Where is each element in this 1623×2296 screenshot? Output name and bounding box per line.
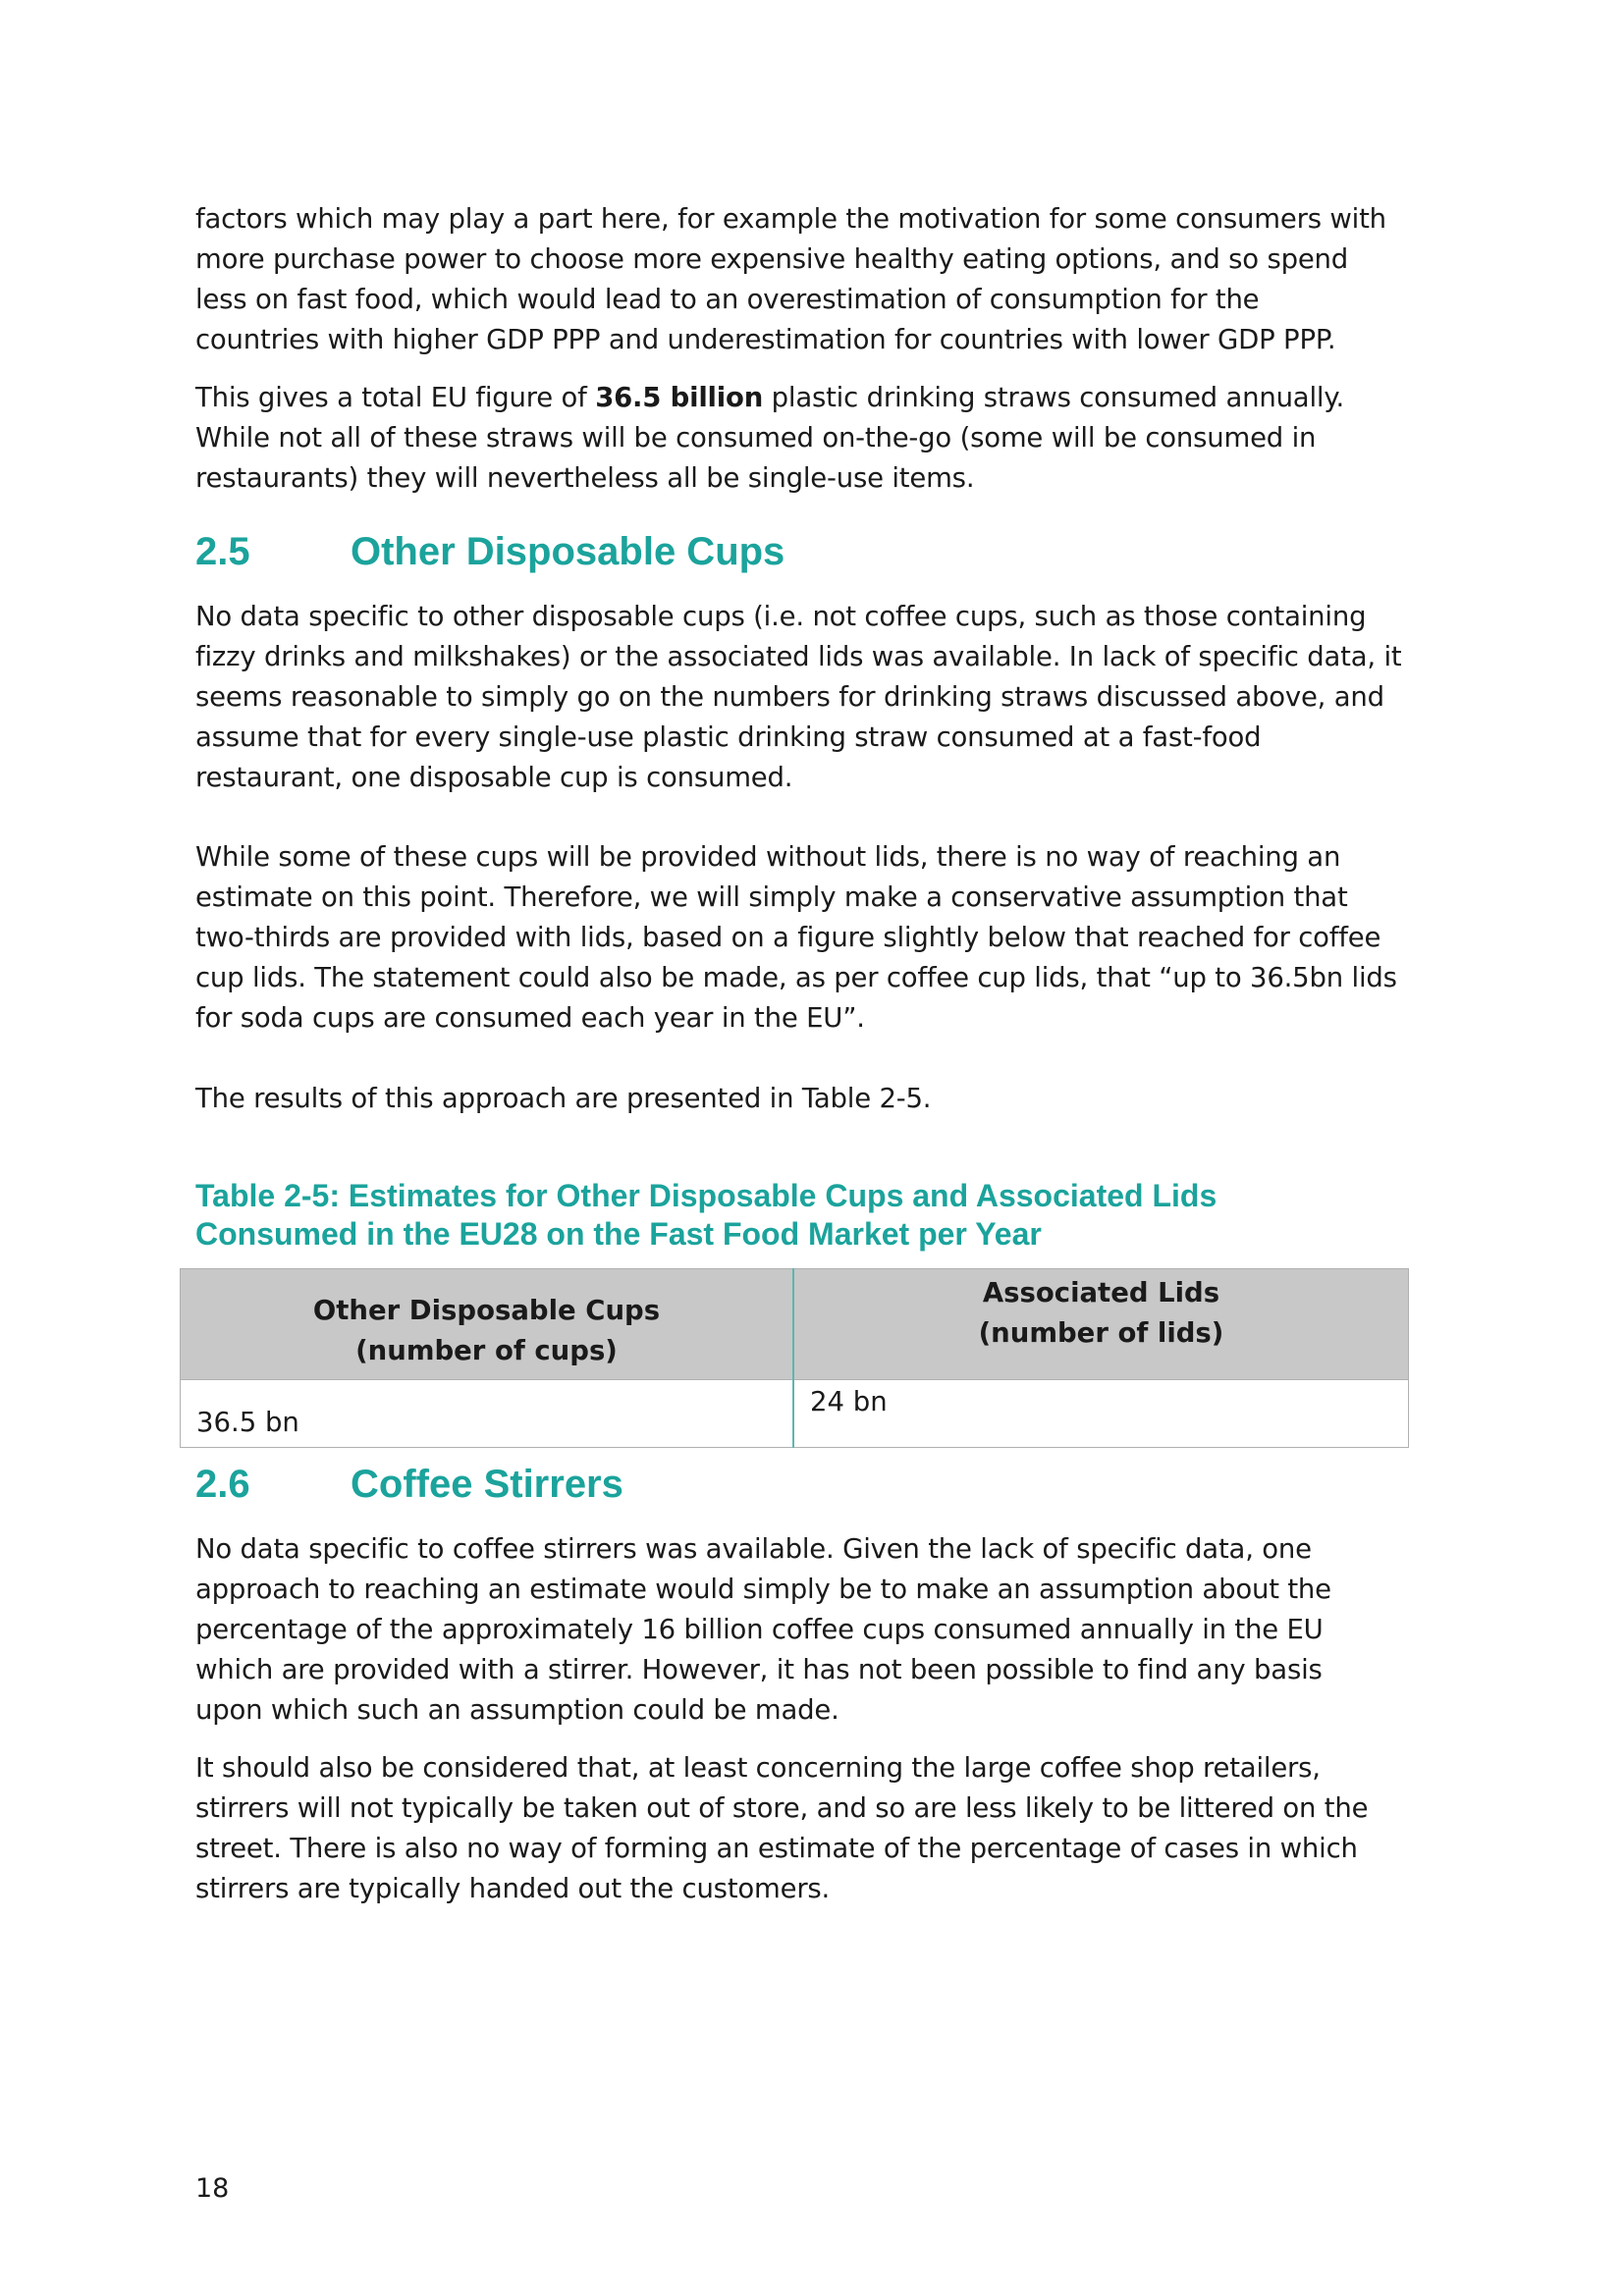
text-line: which are provided with a stirrer. However, it has not been possible to find any basis <box>195 1654 1323 1685</box>
section-heading-2-5 <box>195 528 784 575</box>
section-title: Other Disposable Cups <box>351 530 785 573</box>
text-line: two-thirds are provided with lids, based on a figure slightly below that reached for coffee <box>195 922 1381 953</box>
section-2-6-paragraph-1 <box>195 1529 1403 1731</box>
text-line: more purchase power to choose more expensive healthy eating options, and so spend <box>195 243 1349 275</box>
page-number: 18 <box>195 2173 230 2204</box>
text-line: percentage of the approximately 16 billion coffee cups consumed annually in the EU <box>195 1614 1324 1645</box>
total-figure-value: 36.5 billion <box>595 382 764 413</box>
text-line: While not all of these straws will be consumed on-the-go (some will be consumed in <box>195 422 1317 454</box>
table-row <box>181 1380 1409 1448</box>
table-cell-cups: 36.5 bn <box>181 1380 794 1448</box>
text-line: restaurant, one disposable cup is consumed. <box>195 762 793 793</box>
text-line: restaurants) they will nevertheless all be single-use items. <box>195 462 975 494</box>
table-cell-lids: 24 bn <box>793 1380 1409 1448</box>
intro-paragraph <box>195 199 1403 360</box>
total-figure-paragraph <box>195 378 1403 499</box>
text-line: assume that for every single-use plastic drinking straw consumed at a fast-food <box>195 721 1262 753</box>
header-line: (number of lids) <box>978 1317 1224 1349</box>
column-header-lids <box>793 1269 1409 1380</box>
table-caption <box>195 1177 1374 1254</box>
caption-line: Table 2-5: Estimates for Other Disposable Cups and Associated Lids <box>195 1178 1217 1213</box>
text-line: for soda cups are consumed each year in the EU”. <box>195 1002 865 1034</box>
section-2-5-paragraph-1 <box>195 597 1403 798</box>
table-header-row <box>181 1269 1409 1380</box>
header-line: Associated Lids <box>982 1277 1220 1308</box>
estimates-table <box>180 1268 1409 1448</box>
text-line: No data specific to coffee stirrers was available. Given the lack of specific data, one <box>195 1533 1312 1565</box>
text-line: stirrers will not typically be taken out of store, and so are less likely to be littered on the <box>195 1792 1369 1824</box>
column-header-cups <box>181 1269 794 1380</box>
section-number: 2.5 <box>195 530 250 573</box>
text-fragment: This gives a total EU figure of <box>195 382 596 413</box>
section-title: Coffee Stirrers <box>351 1463 623 1506</box>
text-line: No data specific to other disposable cups (i.e. not coffee cups, such as those containing <box>195 601 1367 632</box>
text-line: stirrers are typically handed out the customers. <box>195 1873 831 1904</box>
text-line: fizzy drinks and milkshakes) or the associated lids was available. In lack of specific data, it <box>195 641 1402 672</box>
header-line: Other Disposable Cups <box>312 1295 661 1326</box>
text-line: seems reasonable to simply go on the numbers for drinking straws discussed above, and <box>195 681 1384 713</box>
text-line: street. There is also no way of forming an estimate of the percentage of cases in which <box>195 1833 1358 1864</box>
section-2-6-paragraph-2 <box>195 1748 1403 1909</box>
text-line: upon which such an assumption could be made. <box>195 1694 839 1726</box>
text-line: estimate on this point. Therefore, we will simply make a conservative assumption that <box>195 881 1348 913</box>
section-2-5-paragraph-2 <box>195 837 1403 1039</box>
section-2-5-paragraph-3: The results of this approach are presented in Table 2-5. <box>195 1083 932 1114</box>
text-line: factors which may play a part here, for example the motivation for some consumers with <box>195 203 1386 235</box>
text-line: It should also be considered that, at least concerning the large coffee shop retailers, <box>195 1752 1321 1784</box>
text-line: less on fast food, which would lead to an overestimation of consumption for the <box>195 284 1260 315</box>
section-heading-2-6 <box>195 1461 623 1508</box>
text-line: cup lids. The statement could also be made, as per coffee cup lids, that “up to 36.5bn lids <box>195 962 1397 993</box>
section-number: 2.6 <box>195 1463 250 1506</box>
text-line: countries with higher GDP PPP and underestimation for countries with lower GDP PPP. <box>195 324 1336 355</box>
text-line: approach to reaching an estimate would simply be to make an assumption about the <box>195 1574 1331 1605</box>
header-line: (number of cups) <box>355 1335 618 1366</box>
text-line: While some of these cups will be provided without lids, there is no way of reaching an <box>195 841 1341 873</box>
text-fragment: plastic drinking straws consumed annually. <box>763 382 1345 413</box>
caption-line: Consumed in the EU28 on the Fast Food Market per Year <box>195 1216 1042 1252</box>
